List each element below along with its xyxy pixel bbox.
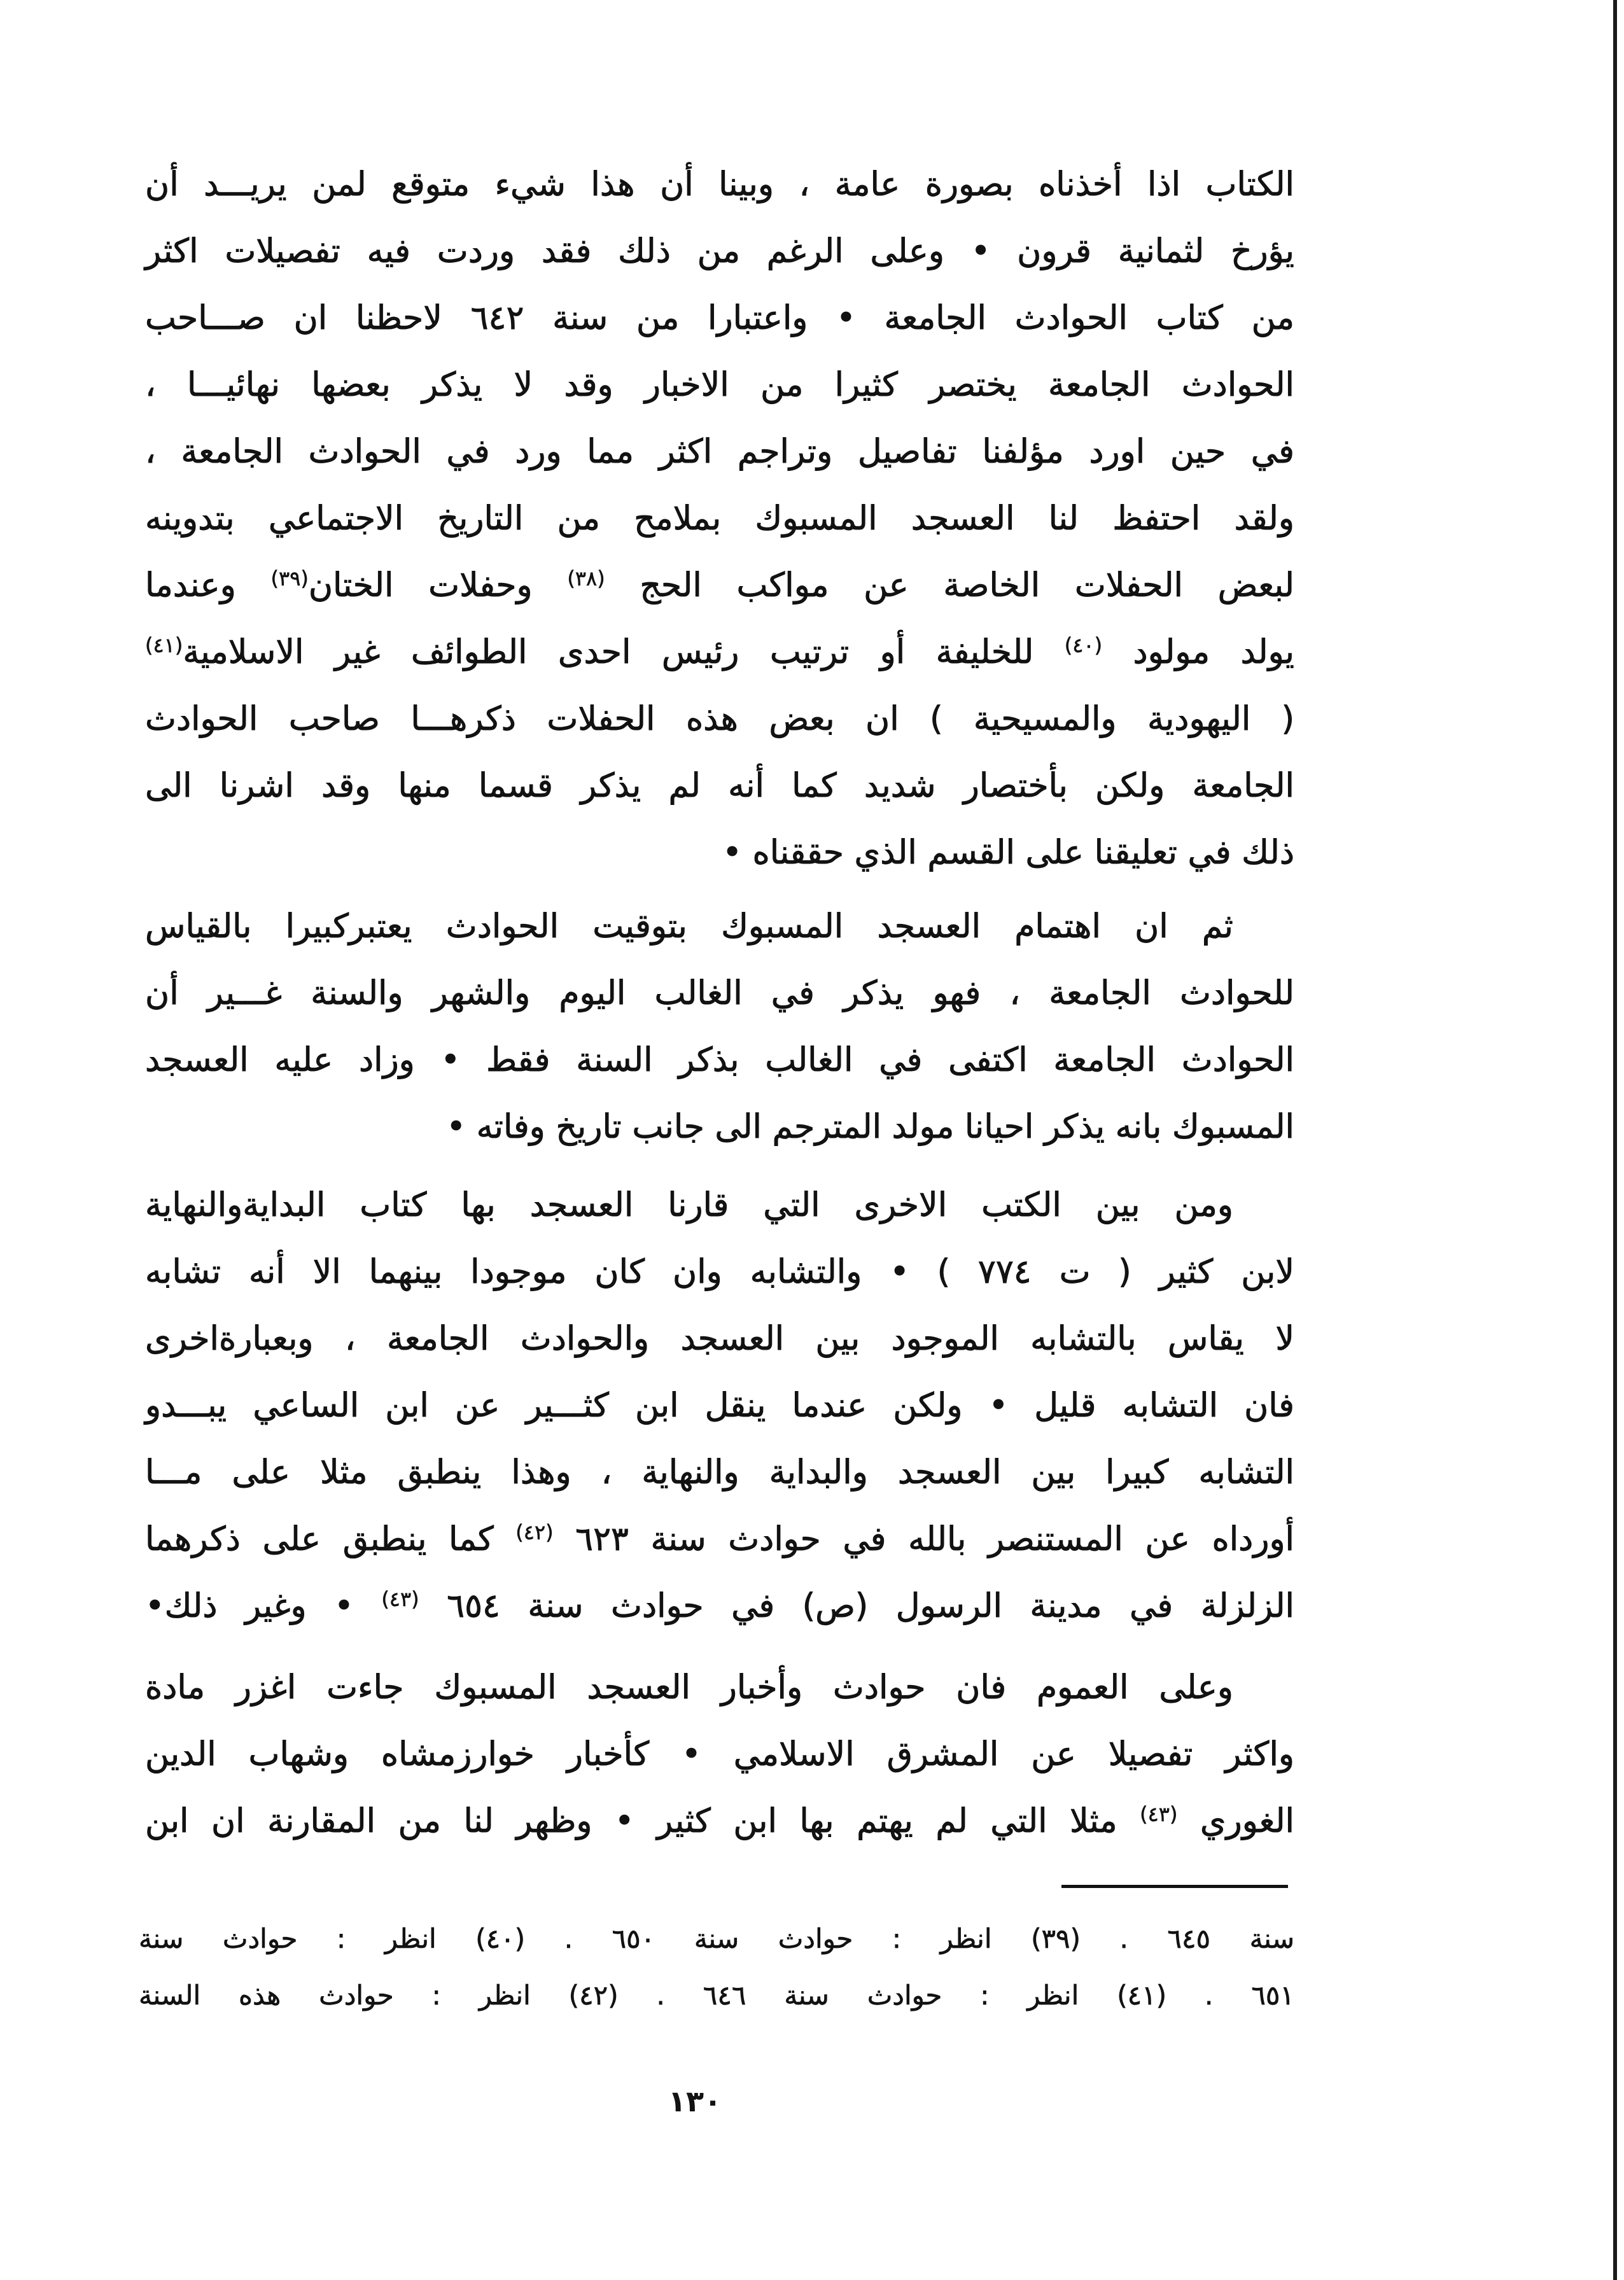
text-line bbox=[145, 1788, 1294, 1855]
text-line: فان التشابه قليل • ولكن عندما ينقل ابن كثـــير عن ابن الساعي يبـــدو bbox=[145, 1387, 1294, 1425]
text-line: وعلى العموم فان حوادث وأخبار العسجد المسبوك جاءت اغزر مادة bbox=[145, 1668, 1233, 1707]
footnote-reference: (٤٣) bbox=[381, 1587, 419, 1611]
footnote-reference: (٤٢) bbox=[515, 1520, 554, 1544]
text-line: للحوادث الجامعة ، فهو يذكر في الغالب اليوم والشهر والسنة غـــير أن bbox=[145, 974, 1294, 1012]
text-line: الحوادث الجامعة اكتفى في الغالب بذكر السنة فقط • وزاد عليه العسجد bbox=[145, 1041, 1294, 1079]
text-line: لا يقاس بالتشابه الموجود بين العسجد والحوادث الجامعة ، وبعبارةاخرى bbox=[145, 1320, 1294, 1358]
text-line bbox=[145, 619, 1294, 686]
paragraph bbox=[145, 1172, 1294, 1640]
text-line: ومن بين الكتب الاخرى التي قارنا العسجد بها كتاب البدايةوالنهاية bbox=[145, 1186, 1233, 1224]
text-line: الجامعة ولكن بأختصار شديد كما أنه لم يذكر قسما منها وقد اشرنا الى bbox=[145, 767, 1294, 805]
text-line: لابن كثير ( ت ٧٧٤ ) • والتشابه وان كان موجودا بينهما الا أنه تشابه bbox=[145, 1253, 1294, 1291]
footnote-reference: (٤٠) bbox=[1064, 633, 1103, 657]
text-segment: • وغير ذلك• bbox=[145, 1587, 382, 1625]
text-line: ( اليهودية والمسيحية ) ان بعض هذه الحفلات ذكرهـــا صاحب الحوادث bbox=[145, 700, 1294, 738]
text-line bbox=[145, 1573, 1294, 1640]
text-line: يؤرخ لثمانية قرون • وعلى الرغم من ذلك فقد وردت فيه تفصيلات اكثر bbox=[145, 232, 1294, 270]
footnote-line: سنة ٦٤٥ . (٣٩) انظر : حوادث سنة ٦٥٠ . (٤٠) انظر : حوادث سنة bbox=[139, 1923, 1295, 1954]
footnote-reference: (٣٩) bbox=[270, 566, 309, 591]
paragraph bbox=[145, 893, 1294, 1161]
text-line: ذلك في تعليقنا على القسم الذي حققناه • bbox=[722, 834, 1294, 872]
footnotes bbox=[139, 1910, 1294, 2024]
text-line: الحوادث الجامعة يختصر كثيرا من الاخبار وقد لا يذكر بعضها نهائيـــا ، bbox=[145, 366, 1294, 404]
text-segment: مثلا التي لم يهتم بها ابن كثير • وظهر لنا من المقارنة ان ابن bbox=[145, 1802, 1140, 1840]
footnote-line: ٦٥١ . (٤١) انظر : حوادث سنة ٦٤٦ . (٤٢) انظر : حوادث هذه السنة bbox=[139, 1980, 1294, 2011]
text-segment: لبعض الحفلات الخاصة عن مواكب الحج bbox=[605, 566, 1294, 605]
footnote-reference: (٣٨) bbox=[567, 566, 605, 591]
text-segment: وعندما bbox=[145, 566, 271, 605]
text-line: ولقد احتفظ لنا العسجد المسبوك بملامح من التاريخ الاجتماعي بتدوينه bbox=[145, 500, 1294, 538]
text-segment: يولد مولود bbox=[1102, 633, 1294, 671]
text-segment: وحفلات الختان bbox=[308, 566, 568, 605]
text-segment: الزلزلة في مدينة الرسول (ص) في حوادث سنة ٦٥٤ bbox=[419, 1587, 1294, 1625]
text-segment: الغوري bbox=[1177, 1802, 1294, 1840]
paragraph bbox=[145, 151, 1294, 886]
text-line: من كتاب الحوادث الجامعة • واعتبارا من سنة ٦٤٢ لاحظنا ان صـــاحب bbox=[145, 299, 1295, 337]
footnote-reference: (٤٣) bbox=[1140, 1802, 1178, 1826]
text-line: واكثر تفصيلا عن المشرق الاسلامي • كأخبار خوارزمشاه وشهاب الدين bbox=[145, 1735, 1294, 1773]
text-line bbox=[145, 552, 1294, 619]
text-line: المسبوك بانه يذكر احيانا مولد المترجم الى جانب تاريخ وفاته • bbox=[446, 1108, 1294, 1146]
text-line: الكتاب اذا أخذناه بصورة عامة ، وبينا أن هذا شيء متوقع لمن يريـــد أن bbox=[145, 165, 1294, 204]
text-line: في حين اورد مؤلفنا تفاصيل وتراجم اكثر مما ورد في الحوادث الجامعة ، bbox=[145, 433, 1294, 471]
text-line: ثم ان اهتمام العسجد المسبوك بتوقيت الحوادث يعتبركبيرا بالقياس bbox=[145, 907, 1233, 946]
text-line bbox=[145, 1506, 1294, 1573]
text-segment: كما ينطبق على ذكرهما bbox=[145, 1520, 516, 1558]
text-segment: أورداه عن المستنصر بالله في حوادث سنة ٦٢٣ bbox=[553, 1520, 1295, 1558]
text-line: التشابه كبيرا بين العسجد والبداية والنهاية ، وهذا ينطبق مثلا على مـــا bbox=[145, 1453, 1294, 1492]
page-number: ١٣٠ bbox=[668, 2084, 722, 2118]
footnote-separator bbox=[1061, 1885, 1288, 1888]
paragraph bbox=[145, 1654, 1294, 1855]
main-text bbox=[145, 151, 1294, 1855]
footnote-reference: (٤١) bbox=[145, 633, 183, 657]
text-segment: للخليفة أو ترتيب رئيس احدى الطوائف غير الاسلامية bbox=[183, 633, 1065, 671]
scan-edge-line bbox=[1613, 0, 1617, 2280]
